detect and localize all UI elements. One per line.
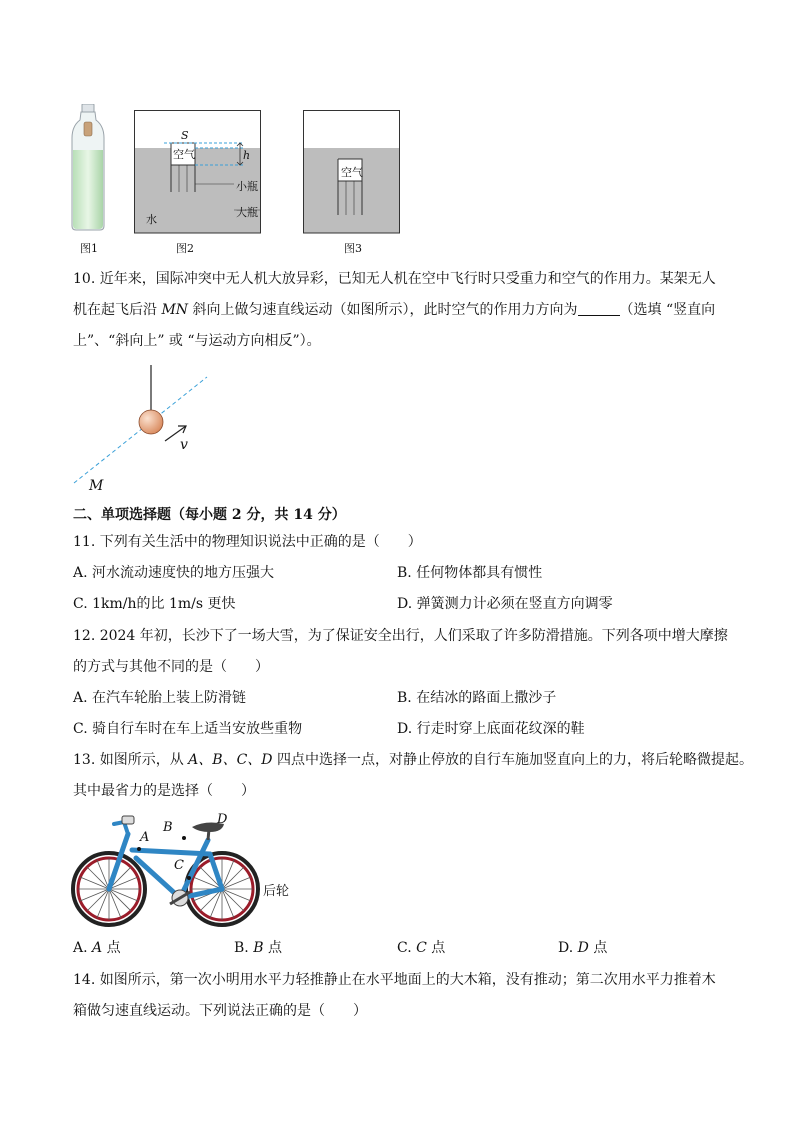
q13-label-b: B — [163, 820, 173, 835]
q13-label-a: A — [140, 830, 150, 845]
figure-2-caption: 图2 — [176, 242, 194, 255]
q11-option-a[interactable]: A. 河水流动速度快的地方压强大 — [73, 565, 275, 581]
q10-line-1: 10. 近年来，国际冲突中无人机大放异彩，已知无人机在空中飞行时只受重力和空气的作用力。某架无人 — [73, 271, 716, 287]
q13-option-a-suffix: 点 — [102, 940, 121, 956]
q11-option-c[interactable]: C. 1km/h的比 1m/s 更快 — [73, 596, 236, 612]
q12-option-b[interactable]: B. 在结冰的路面上撒沙子 — [397, 690, 557, 706]
q13-option-c-var: C — [416, 940, 427, 956]
q11-option-d[interactable]: D. 弹簧测力计必须在竖直方向调零 — [397, 596, 613, 612]
q10-line-2-c: （选填 “竖直向 — [619, 302, 716, 318]
q14-line-1: 14. 如图所示，第一次小明用水平力轻推静止在水平地面上的大木箱，没有推动；第二次用水平力推着木 — [73, 972, 716, 988]
figure-2-label-air: 空气 — [173, 148, 195, 161]
q11-option-b[interactable]: B. 任何物体都具有惯性 — [397, 565, 543, 581]
q12-line-1: 12. 2024 年初，长沙下了一场大雪，为了保证安全出行，人们采取了许多防滑措施。下列各项中增大摩擦 — [73, 628, 728, 644]
q13-option-a-prefix: A. — [73, 940, 93, 956]
q13-label-c: C — [174, 858, 184, 873]
q10-label-v: v — [180, 437, 188, 453]
figure-2-label-big-bottle: 大瓶 — [236, 206, 258, 219]
q13-option-d-prefix: D. — [558, 940, 578, 956]
q10-line-2 — [73, 300, 715, 320]
q13-option-b-prefix: B. — [234, 940, 254, 956]
figure-1-bottle — [70, 104, 106, 232]
figure-2-label-small-bottle: 小瓶 — [236, 180, 258, 193]
q13-option-b-var: B — [253, 940, 264, 956]
q13-option-b-suffix: 点 — [263, 940, 282, 956]
q13-option-d-var: D — [577, 940, 589, 956]
figure-3-caption: 图3 — [344, 242, 362, 255]
q10-drone-diagram — [70, 365, 215, 490]
q14-line-2: 箱做匀速直线运动。下列说法正确的是（ ） — [73, 1003, 367, 1019]
q10-answer-blank[interactable] — [578, 301, 620, 316]
q10-line-2-a: 机在起飞后沿 — [73, 302, 162, 318]
q13-option-a[interactable] — [73, 938, 121, 958]
q10-line-2-b: 斜向上做匀速直线运动（如图所示），此时空气的作用力方向为 — [188, 302, 578, 318]
q12-line-2: 的方式与其他不同的是（ ） — [73, 659, 269, 675]
q10-line-3: 上”、“斜向上” 或 “与运动方向相反”）。 — [73, 333, 321, 349]
q13-line-1-b: 四点中选择一点，对静止停放的自行车施加竖直向上的力，将后轮略微提起。 — [272, 752, 753, 768]
q13-points: A、B、C、D — [188, 752, 273, 768]
q13-option-c-suffix: 点 — [426, 940, 446, 956]
q13-option-d[interactable] — [558, 938, 607, 958]
figure-2-label-water: 水 — [146, 213, 157, 226]
q11-stem: 11. 下列有关生活中的物理知识说法中正确的是（ ） — [73, 534, 422, 550]
q12-option-a[interactable]: A. 在汽车轮胎上装上防滑链 — [73, 690, 247, 706]
q13-label-d: D — [217, 812, 228, 827]
q13-option-b[interactable] — [234, 938, 282, 958]
q13-option-a-var: A — [92, 940, 103, 956]
figure-1-caption: 图1 — [80, 242, 98, 255]
q13-line-1-a: 13. 如图所示，从 — [73, 752, 189, 768]
section-2-heading: 二、单项选择题（每小题 2 分，共 14 分） — [73, 507, 346, 523]
q12-option-c[interactable]: C. 骑自行车时在车上适当安放些重物 — [73, 721, 303, 737]
q13-line-1 — [73, 750, 753, 770]
q10-mn: MN — [161, 302, 189, 318]
q10-label-m: M — [89, 478, 104, 494]
q13-option-c-prefix: C. — [397, 940, 417, 956]
figure-2-label-h: h — [243, 149, 251, 162]
figure-2-label-s: S — [181, 129, 189, 142]
q13-option-c[interactable] — [397, 938, 445, 958]
q13-option-d-suffix: 点 — [588, 940, 608, 956]
q13-line-2: 其中最省力的是选择（ ） — [73, 783, 255, 799]
figure-3-label-air: 空气 — [341, 166, 363, 179]
q13-label-rear-wheel: 后轮 — [263, 884, 290, 899]
q12-option-d[interactable]: D. 行走时穿上底面花纹深的鞋 — [397, 721, 585, 737]
